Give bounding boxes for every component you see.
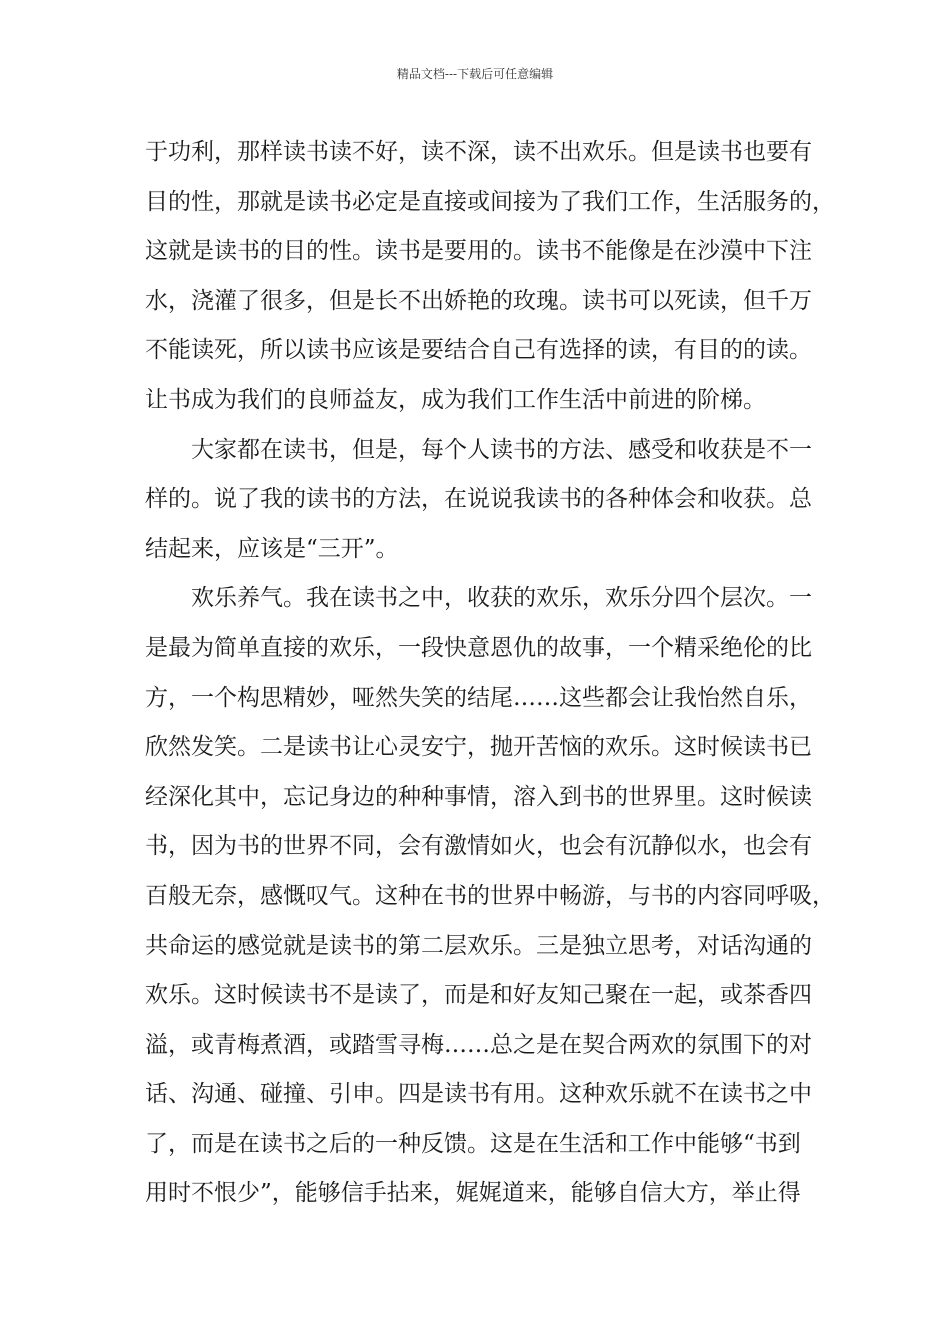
text-line: 目的性，那就是读书必定是直接或间接为了我们工作，生活服务的， <box>145 188 835 215</box>
text-line: 书，因为书的世界不同，会有激情如火，也会有沉静似水，也会有 <box>145 833 812 860</box>
text-line: 溢，或青梅煮酒，或踏雪寻梅……总之是在契合两欢的氛围下的对 <box>145 1031 812 1058</box>
paragraph-first-line: 欢乐养气。我在读书之中，收获的欢乐，欢乐分四个层次。一 <box>191 585 812 612</box>
document-body <box>145 128 835 1219</box>
text-line: 了，而是在读书之后的一种反馈。这是在生活和工作中能够“书到 <box>145 1130 801 1157</box>
text-line: 共命运的感觉就是读书的第二层欢乐。三是独立思考，对话沟通的 <box>145 932 812 959</box>
text-line: 话、沟通、碰撞、引申。四是读书有用。这种欢乐就不在读书之中 <box>145 1081 812 1108</box>
text-line: 欢乐。这时候读书不是读了，而是和好友知己聚在一起，或茶香四 <box>145 982 812 1009</box>
text-line: 不能读死，所以读书应该是要结合自己有选择的读，有目的的读。 <box>145 337 812 364</box>
text-line: 是最为简单直接的欢乐，一段快意恩仇的故事，一个精采绝伦的比 <box>145 634 812 661</box>
text-line: 欣然发笑。二是读书让心灵安宁，抛开苦恼的欢乐。这时候读书已 <box>145 734 812 761</box>
text-line: 结起来，应该是“三开”。 <box>145 535 399 562</box>
text-line: 经深化其中，忘记身边的种种事情，溶入到书的世界里。这时候读 <box>145 783 812 810</box>
text-line: 这就是读书的目的性。读书是要用的。读书不能像是在沙漠中下注 <box>145 238 812 265</box>
text-line: 用时不恨少”，能够信手拈来，娓娓道来，能够自信大方，举止得 <box>145 1180 801 1207</box>
text-line: 于功利，那样读书读不好，读不深，读不出欢乐。但是读书也要有 <box>145 139 812 165</box>
text-line: 样的。说了我的读书的方法，在说说我读书的各种体会和收获。总 <box>145 486 812 513</box>
paragraph-first-line: 大家都在读书，但是，每个人读书的方法、感受和收获是不一 <box>191 436 812 463</box>
text-line: 百般无奈，感慨叹气。这种在书的世界中畅游，与书的内容同呼吸， <box>145 882 835 909</box>
text-line: 水，浇灌了很多，但是长不出娇艳的玫瑰。读书可以死读，但千万 <box>145 287 812 314</box>
page-header: 精品文档---下载后可任意编辑 <box>396 67 554 81</box>
text-line: 让书成为我们的良师益友，成为我们工作生活中前进的阶梯。 <box>145 386 766 413</box>
text-line: 方，一个构思精妙，哑然失笑的结尾……这些都会让我怡然自乐， <box>145 684 812 711</box>
